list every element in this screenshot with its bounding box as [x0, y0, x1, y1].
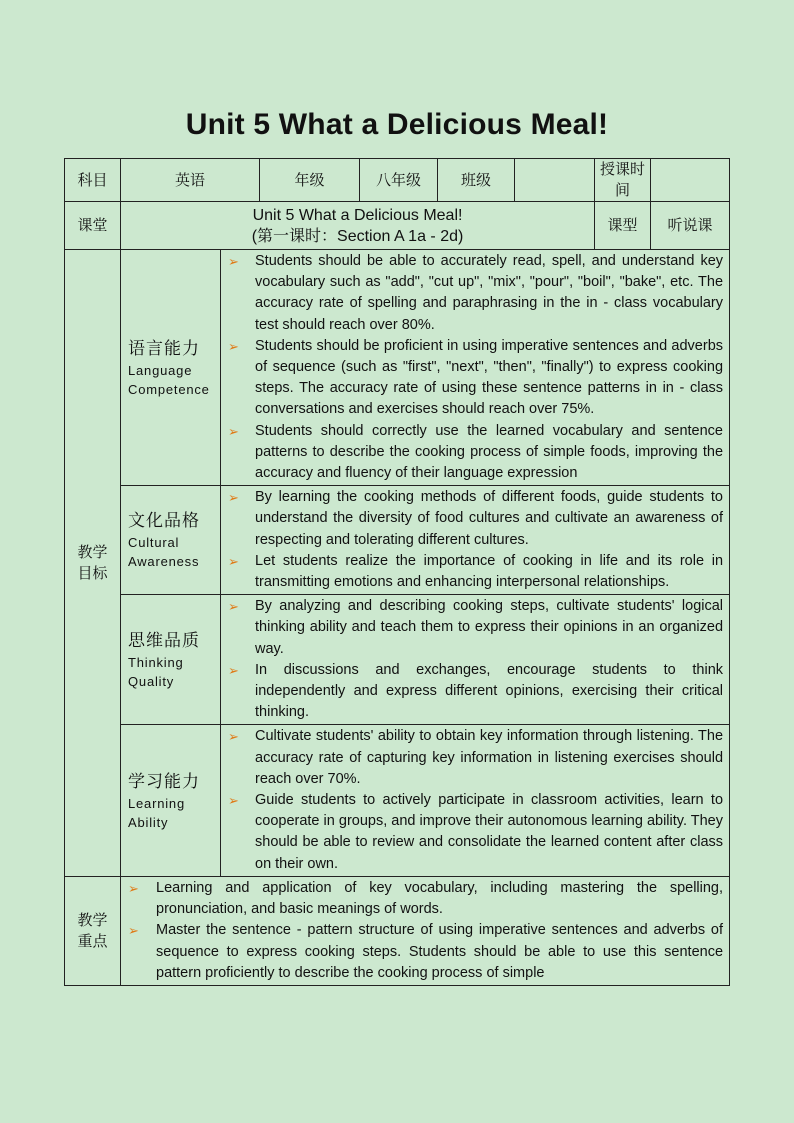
- list-item: ➢ Let students realize the importance of cooking in life and its role in transmitting emotions and enhancing interpersonal relationships.: [228, 552, 724, 591]
- key-points-items: [121, 876, 730, 985]
- objectives-label: 教学目标: [65, 250, 121, 877]
- arrow-bullet-icon: ➢: [228, 338, 239, 354]
- lesson-row: [65, 202, 730, 250]
- lesson-title-line1: Unit 5 What a Delicious Meal!: [252, 206, 463, 224]
- lesson-type-label: 课型: [595, 202, 651, 250]
- list-item: ➢ By analyzing and describing cooking steps, cultivate students' logical thinking ability and teach them to express their opinions in an organized way.: [228, 598, 724, 657]
- lesson-type-value: 听说课: [651, 202, 730, 250]
- arrow-bullet-icon: ➢: [228, 423, 239, 439]
- arrow-bullet-icon: ➢: [128, 880, 139, 896]
- objective-category-thinking: 思维品质 Thinking Quality: [121, 595, 221, 725]
- list-item: ➢ Guide students to actively participate in classroom activities, learn to cooperate in groups, and improve their autonomous learning ability. They should be able to review and consolidate the learned content after class on their own.: [228, 792, 724, 872]
- subject-value: 英语: [121, 159, 260, 202]
- subject-label: 科目: [65, 159, 121, 202]
- objective-items-language: [221, 250, 730, 486]
- lesson-title: [121, 202, 595, 250]
- arrow-bullet-icon: ➢: [228, 729, 239, 745]
- teaching-time-label: 授课时间: [595, 159, 651, 202]
- header-row: [65, 159, 730, 202]
- list-item: ➢ Students should correctly use the learned vocabulary and sentence patterns to describe the cooking process of simple foods, improving the accuracy and fluency of their language expression: [228, 422, 724, 482]
- arrow-bullet-icon: ➢: [228, 553, 239, 569]
- objective-items-learning: [221, 725, 730, 876]
- list-item: ➢ Master the sentence - pattern structure of using imperative sentences and adverbs of sequence to express cooking steps. Students should be able to use this sentence pattern proficiently to describe the cooking process of simple: [128, 922, 724, 981]
- arrow-bullet-icon: ➢: [228, 490, 239, 506]
- arrow-bullet-icon: ➢: [228, 793, 239, 809]
- list-item: ➢ In discussions and exchanges, encourage students to think independently and express different opinions, exercising their critical thinking.: [228, 661, 724, 721]
- list-item: ➢ Students should be proficient in using imperative sentences and adverbs of sequence (such as "first", "next", "then", "finally") to express cooking steps. The accuracy rate of using these sentence patterns in in - class conversations and exercises should reach over 75%.: [228, 337, 724, 418]
- arrow-bullet-icon: ➢: [228, 254, 239, 269]
- list-item: ➢ By learning the cooking methods of different foods, guide students to understand the diversity of food cultures and cultivate an awareness of respecting and tolerating different cultures.: [228, 489, 724, 548]
- grade-label: 年级: [260, 159, 360, 202]
- objective-category-learning: 学习能力 Learning Ability: [121, 725, 221, 876]
- objective-items-culture: [221, 486, 730, 595]
- grade-value: 八年级: [360, 159, 438, 202]
- objective-category-language: 语言能力 Language Competence: [121, 250, 221, 486]
- class-label: 班级: [438, 159, 515, 202]
- objective-row-thinking: [65, 595, 730, 725]
- objective-row-learning: [65, 725, 730, 876]
- list-item: ➢ Learning and application of key vocabulary, including mastering the spelling, pronunciation, and basic meanings of words.: [128, 879, 724, 918]
- arrow-bullet-icon: ➢: [228, 662, 239, 678]
- lesson-plan-table: [64, 158, 730, 986]
- class-value: [515, 159, 595, 202]
- lesson-label: 课堂: [65, 202, 121, 250]
- teaching-time-value: [651, 159, 730, 202]
- list-item: ➢ Students should be able to accurately read, spell, and understand key vocabulary such as "add", "cut up", "mix", "pour", "boil", "bake", etc. The accuracy rate of spelling and paraphrasing in the in - class vocabulary test should reach over 80%.: [228, 253, 724, 333]
- arrow-bullet-icon: ➢: [128, 923, 139, 939]
- objective-items-thinking: [221, 595, 730, 725]
- arrow-bullet-icon: ➢: [228, 599, 239, 615]
- objective-category-culture: 文化品格 Cultural Awareness: [121, 486, 221, 595]
- objective-row-culture: [65, 486, 730, 595]
- list-item: ➢ Cultivate students' ability to obtain key information through listening. The accuracy rate of capturing key information in listening exercises should reach over 70%.: [228, 728, 724, 787]
- key-points-label: 教学重点: [65, 876, 121, 985]
- objective-row-language: [65, 250, 730, 486]
- document-title: Unit 5 What a Delicious Meal!: [185, 108, 609, 141]
- lesson-title-line2: (第一课时：Section A 1a - 2d): [251, 227, 464, 245]
- key-points-row: [65, 876, 730, 985]
